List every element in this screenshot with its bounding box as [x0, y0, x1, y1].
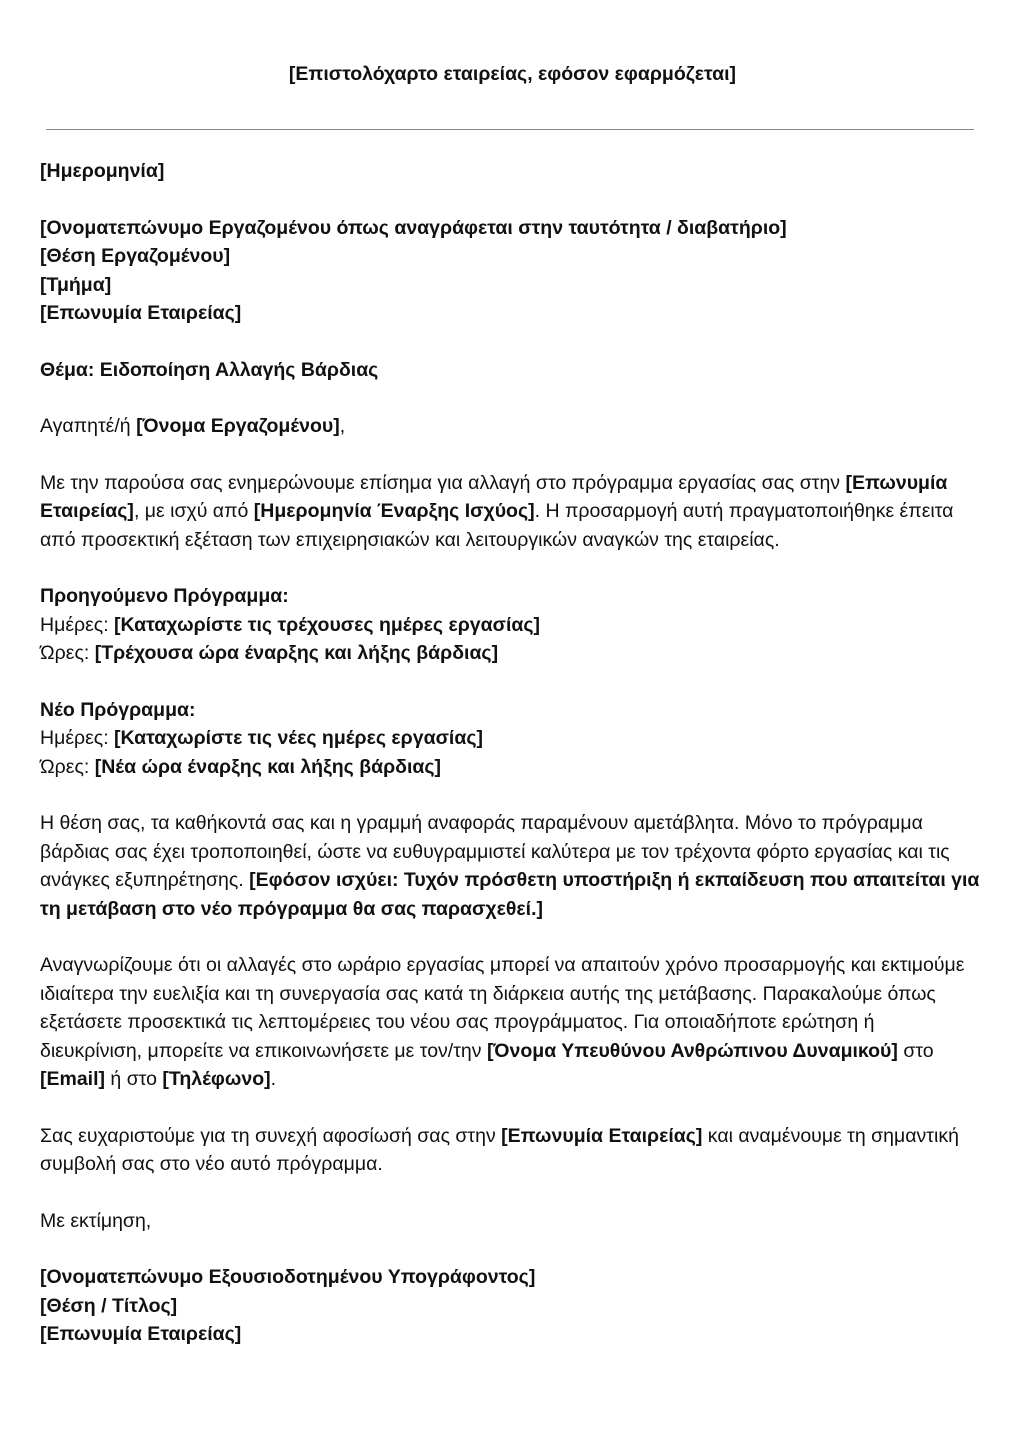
- letterhead-placeholder: [Επιστολόχαρτο εταιρείας, εφόσον εφαρμόζεται]: [288, 63, 737, 85]
- header-divider: [46, 129, 974, 130]
- subject-line: Θέμα: Ειδοποίηση Αλλαγής Βάρδιας: [40, 358, 379, 381]
- recipient-position: [Θέση Εργαζομένου]: [40, 245, 231, 267]
- new-schedule-heading: Νέο Πρόγραμμα:: [40, 698, 196, 721]
- recipient-company: [Επωνυμία Εταιρείας]: [40, 302, 242, 324]
- new-schedule: [40, 696, 980, 782]
- signatory-name: [Ονοματεπώνυμο Εξουσιοδοτημένου Υπογράφοντος]: [40, 1266, 536, 1288]
- greeting-name: [Όνομα Εργαζομένου]: [136, 415, 340, 437]
- letter-body: [40, 157, 980, 1377]
- recipient-department: [Τμήμα]: [40, 273, 112, 296]
- previous-schedule: [40, 582, 980, 668]
- recipient-block: [40, 214, 980, 328]
- signatory-title: [Θέση / Τίτλος]: [40, 1294, 178, 1317]
- previous-schedule-heading: Προηγούμενο Πρόγραμμα:: [40, 585, 289, 607]
- new-days: Ημέρες: [Καταχωρίστε τις νέες ημέρες εργασίας]: [40, 727, 483, 749]
- date-placeholder: [Ημερομηνία]: [40, 160, 165, 182]
- previous-days: Ημέρες: [Καταχωρίστε τις τρέχουσες ημέρες εργασίας]: [40, 613, 541, 636]
- new-hours: Ώρες: [Νέα ώρα έναρξης και λήξης βάρδιας]: [40, 755, 442, 778]
- paragraph-role-unchanged: Η θέση σας, τα καθήκοντά σας και η γραμμή αναφοράς παραμένουν αμετάβλητα. Μόνο το πρόγραμμα βάρδιας σας έχει τροποποιηθεί, ώστε να ευθυγραμμιστεί καλύτερα με τον τρέχοντα φόρτο εργασίας και τις ανάγκες εξυπηρέτησης. [Εφόσον ισχύει: Τυχόν πρόσθετη υποστήριξη ή εκπαίδευση που απαιτείται για τη μετάβαση στο νέο πρόγραμμα θα σας παρασχεθεί.]: [40, 812, 980, 920]
- paragraph-thanks: Σας ευχαριστούμε για τη συνεχή αφοσίωσή σας στην [Επωνυμία Εταιρείας] και αναμένουμε τη σημαντική συμβολή σας στο νέο αυτό πρόγραμμα.: [40, 1124, 959, 1175]
- signatory-company: [Επωνυμία Εταιρείας]: [40, 1323, 242, 1345]
- greeting: Αγαπητέ/ή [Όνομα Εργαζομένου],: [40, 415, 346, 437]
- recipient-name: [Ονοματεπώνυμο Εργαζομένου όπως αναγράφεται στην ταυτότητα / διαβατήριο]: [40, 216, 787, 239]
- paragraph-contact: Αναγνωρίζουμε ότι οι αλλαγές στο ωράριο εργασίας μπορεί να απαιτούν χρόνο προσαρμογής και εκτιμούμε ιδιαίτερα την ευελιξία και τη συνεργασία σας κατά τη διάρκεια αυτής της μετάβασης. Παρακαλούμε όπως εξετάσετε προσεκτικά τις λεπτομέρειες του νέου σας προγράμματος. Για οποιαδήποτε ερώτηση ή διευκρίνιση, μπορείτε να επικοινωνήσετε με τον/την [Όνομα Υπευθύνου Ανθρώπινου Δυναμικού] στο [Email] ή στο [Τηλέφωνο].: [40, 954, 965, 1090]
- closing: Με εκτίμηση,: [40, 1209, 152, 1232]
- signatory-block: [40, 1263, 980, 1349]
- previous-hours: Ώρες: [Τρέχουσα ώρα έναρξης και λήξης βάρδιας]: [40, 642, 499, 664]
- paragraph-intro: Με την παρούσα σας ενημερώνουμε επίσημα για αλλαγή στο πρόγραμμα εργασίας σας στην [Επωνυμία Εταιρείας], με ισχύ από [Ημερομηνία Έναρξης Ισχύος]. Η προσαρμογή αυτή πραγματοποιήθηκε έπειτα από προσεκτική εξέταση των επιχειρησιακών και λειτουργικών αναγκών της εταιρείας.: [40, 471, 954, 551]
